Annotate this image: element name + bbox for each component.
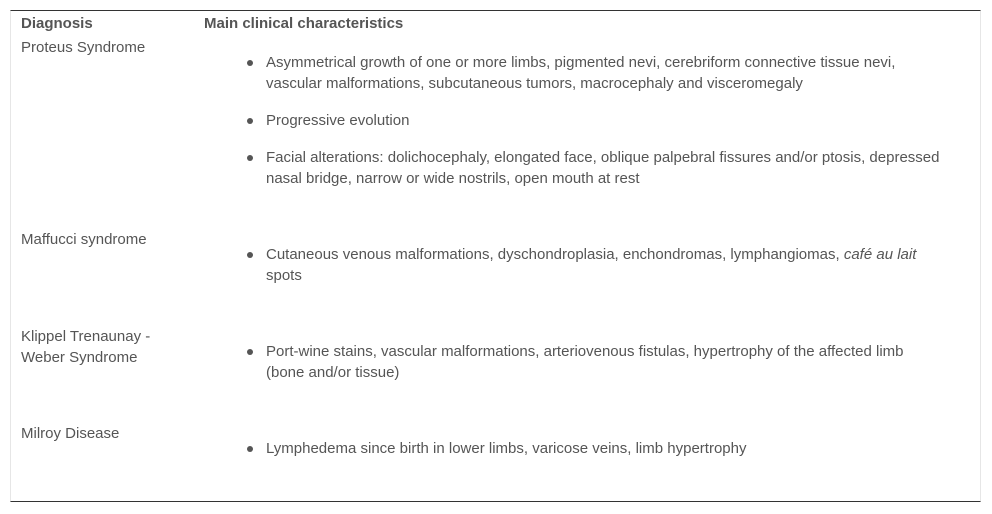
list-item	[246, 52, 946, 94]
list-item-text-italic: café au lait	[843, 246, 917, 263]
characteristics-list	[246, 341, 946, 399]
list-item-text: Facial alterations: dolichocephaly, elongated face, oblique palpebral fissures and/or ptosis, depressed nasal bridge, narrow or wide nostrils, open mouth at rest	[266, 149, 940, 187]
diagnosis-cell: Klippel Trenaunay - Weber Syndrome	[21, 328, 151, 366]
list-item	[246, 438, 946, 459]
bullet-icon	[247, 349, 253, 355]
list-item-text: Progressive evolution	[266, 112, 410, 129]
list-item-text: Asymmetrical growth of one or more limbs, pigmented nevi, cerebriform connective tissue nevi, vascular malformations, subcutaneous tumors, macrocephaly and visceromegaly	[266, 54, 896, 92]
list-item-text: Port-wine stains, vascular malformations, arteriovenous fistulas, hypertrophy of the affected limb (bone and/or tissue)	[266, 343, 904, 381]
header-characteristics: Main clinical characteristics	[204, 15, 404, 32]
diagnosis-cell: Maffucci syndrome	[21, 231, 147, 248]
bullet-icon	[247, 118, 253, 124]
diagnosis-cell: Proteus Syndrome	[21, 39, 146, 56]
characteristics-list	[246, 244, 946, 302]
list-item-text: Lymphedema since birth in lower limbs, varicose veins, limb hypertrophy	[266, 440, 747, 457]
clinical-table	[10, 10, 981, 502]
list-item-text-post: spots	[266, 267, 302, 284]
table-header	[11, 15, 980, 35]
bullet-icon	[247, 155, 253, 161]
list-item	[246, 341, 946, 383]
diagnosis-cell: Milroy Disease	[21, 425, 120, 442]
list-item	[246, 244, 946, 286]
list-item	[246, 147, 946, 189]
list-item-text-pre: Cutaneous venous malformations, dyschondroplasia, enchondromas, lymphangiomas,	[266, 246, 844, 263]
characteristics-list	[246, 52, 946, 205]
list-item	[246, 110, 946, 131]
bullet-icon	[247, 252, 253, 258]
bullet-icon	[247, 446, 253, 452]
header-diagnosis: Diagnosis	[21, 15, 93, 32]
characteristics-list	[246, 438, 946, 475]
bullet-icon	[247, 60, 253, 66]
